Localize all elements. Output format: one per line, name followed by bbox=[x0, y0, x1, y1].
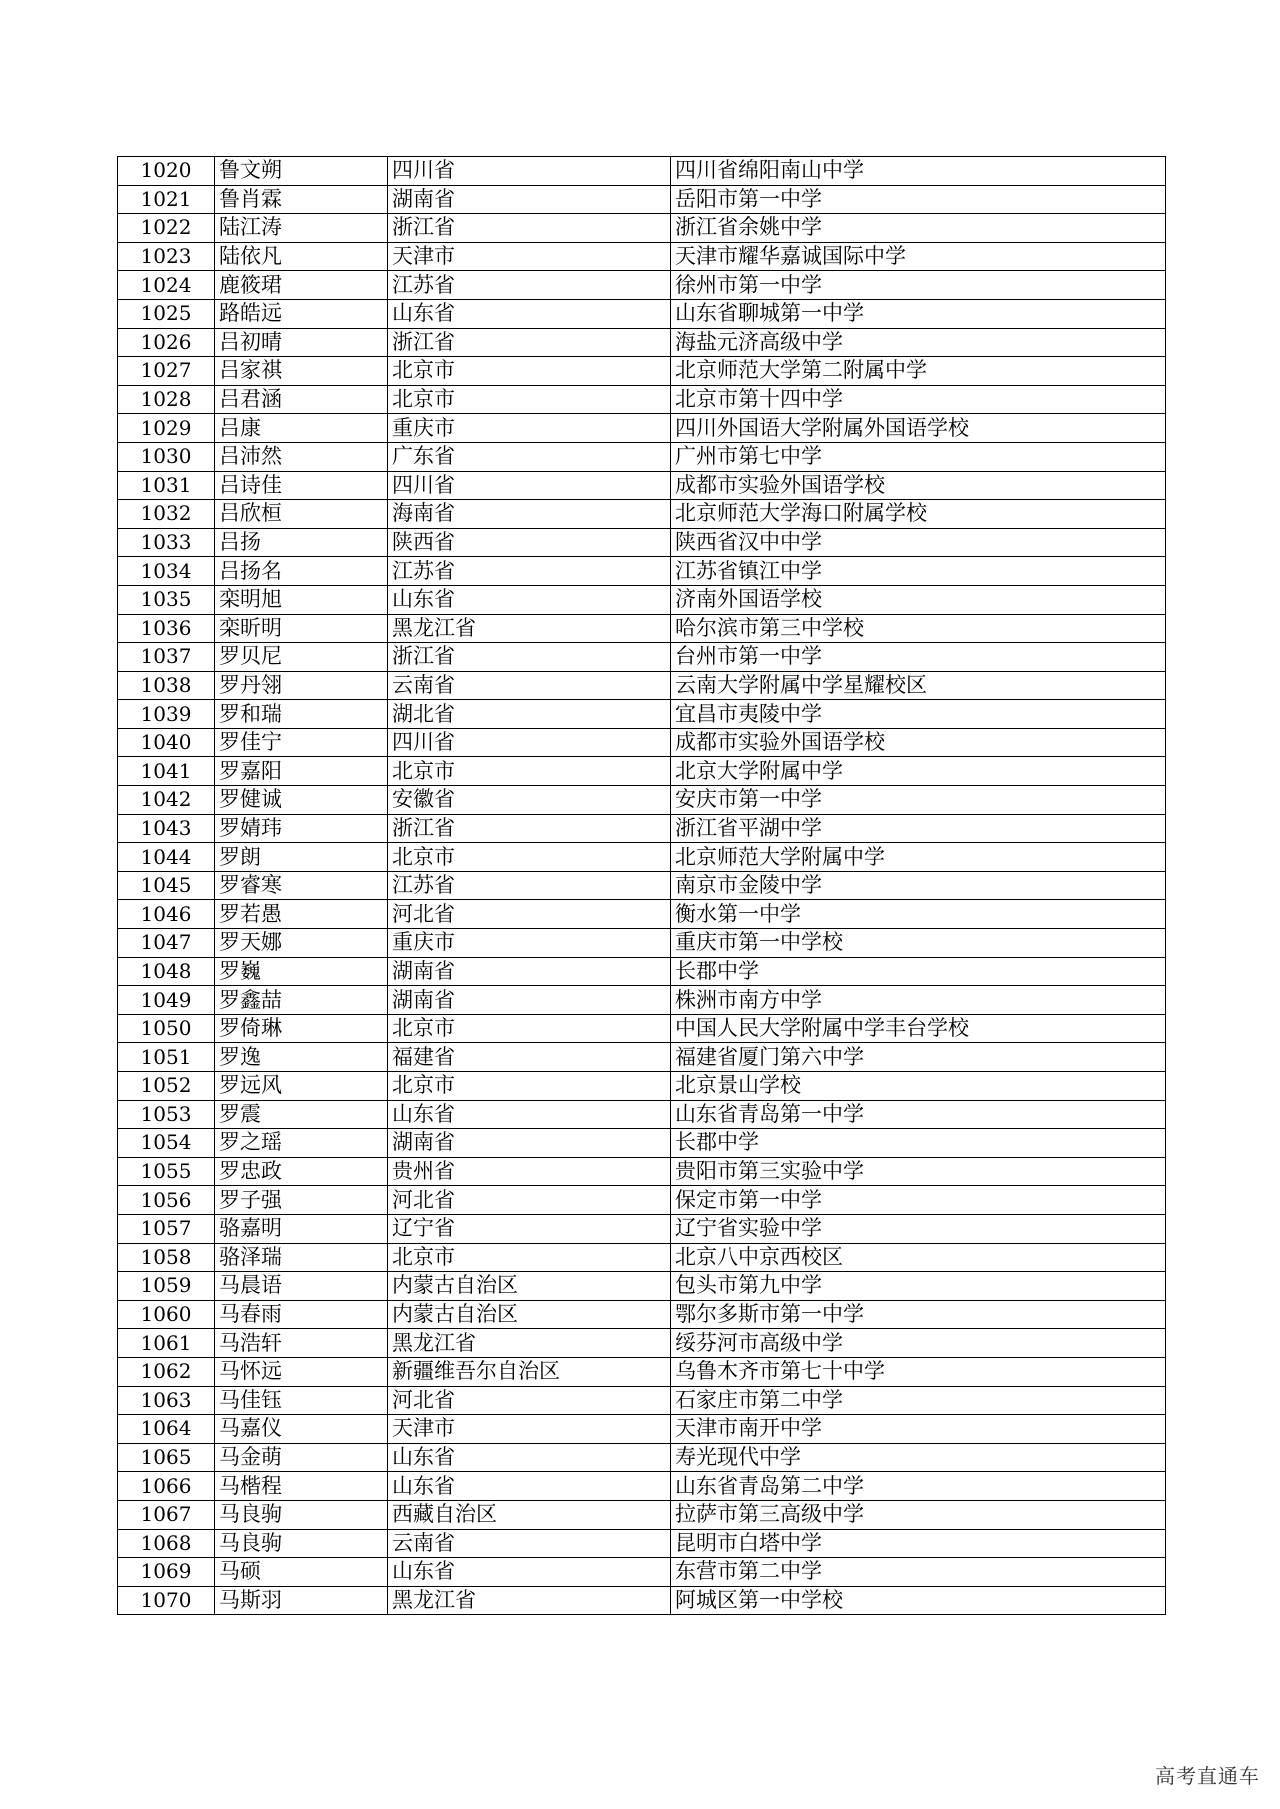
school-cell: 乌鲁木齐市第七十中学 bbox=[671, 1357, 1166, 1386]
province-cell: 四川省 bbox=[388, 157, 671, 186]
row-number-cell: 1050 bbox=[118, 1014, 215, 1043]
school-cell: 云南大学附属中学星耀校区 bbox=[671, 671, 1166, 700]
row-number-cell: 1051 bbox=[118, 1043, 215, 1072]
school-cell: 石家庄市第二中学 bbox=[671, 1386, 1166, 1415]
school-cell: 海盐元济高级中学 bbox=[671, 328, 1166, 357]
row-number-cell: 1022 bbox=[118, 214, 215, 243]
school-cell: 株洲市南方中学 bbox=[671, 986, 1166, 1015]
row-number-cell: 1055 bbox=[118, 1157, 215, 1186]
student-name-cell: 马春雨 bbox=[215, 1300, 388, 1329]
table-row bbox=[118, 814, 1166, 843]
table-row bbox=[118, 1586, 1166, 1615]
school-cell: 江苏省镇江中学 bbox=[671, 557, 1166, 586]
row-number-cell: 1070 bbox=[118, 1586, 215, 1615]
school-cell: 安庆市第一中学 bbox=[671, 786, 1166, 815]
table-row bbox=[118, 871, 1166, 900]
student-name-cell: 吕君涵 bbox=[215, 385, 388, 414]
school-cell: 重庆市第一中学校 bbox=[671, 929, 1166, 958]
row-number-cell: 1043 bbox=[118, 814, 215, 843]
row-number-cell: 1034 bbox=[118, 557, 215, 586]
province-cell: 北京市 bbox=[388, 1014, 671, 1043]
roster-table bbox=[117, 156, 1166, 1615]
table-row bbox=[118, 185, 1166, 214]
table-row bbox=[118, 242, 1166, 271]
province-cell: 江苏省 bbox=[388, 557, 671, 586]
table-row bbox=[118, 1443, 1166, 1472]
row-number-cell: 1041 bbox=[118, 757, 215, 786]
row-number-cell: 1057 bbox=[118, 1214, 215, 1243]
table-row bbox=[118, 1214, 1166, 1243]
province-cell: 四川省 bbox=[388, 728, 671, 757]
row-number-cell: 1060 bbox=[118, 1300, 215, 1329]
school-cell: 陕西省汉中中学 bbox=[671, 528, 1166, 557]
table-row bbox=[118, 700, 1166, 729]
student-name-cell: 吕家祺 bbox=[215, 357, 388, 386]
school-cell: 北京景山学校 bbox=[671, 1072, 1166, 1101]
school-cell: 北京市第十四中学 bbox=[671, 385, 1166, 414]
province-cell: 内蒙古自治区 bbox=[388, 1272, 671, 1301]
table-row bbox=[118, 414, 1166, 443]
table-row bbox=[118, 1386, 1166, 1415]
province-cell: 河北省 bbox=[388, 900, 671, 929]
province-cell: 山东省 bbox=[388, 1443, 671, 1472]
school-cell: 山东省青岛第二中学 bbox=[671, 1472, 1166, 1501]
row-number-cell: 1053 bbox=[118, 1100, 215, 1129]
student-name-cell: 马浩轩 bbox=[215, 1329, 388, 1358]
student-name-cell: 罗睿寒 bbox=[215, 871, 388, 900]
school-cell: 贵阳市第三实验中学 bbox=[671, 1157, 1166, 1186]
table-row bbox=[118, 1072, 1166, 1101]
table-row bbox=[118, 500, 1166, 529]
table-row bbox=[118, 786, 1166, 815]
row-number-cell: 1056 bbox=[118, 1186, 215, 1215]
school-cell: 岳阳市第一中学 bbox=[671, 185, 1166, 214]
province-cell: 山东省 bbox=[388, 1472, 671, 1501]
province-cell: 新疆维吾尔自治区 bbox=[388, 1357, 671, 1386]
row-number-cell: 1023 bbox=[118, 242, 215, 271]
school-cell: 辽宁省实验中学 bbox=[671, 1214, 1166, 1243]
province-cell: 河北省 bbox=[388, 1186, 671, 1215]
row-number-cell: 1042 bbox=[118, 786, 215, 815]
school-cell: 南京市金陵中学 bbox=[671, 871, 1166, 900]
table-row bbox=[118, 1272, 1166, 1301]
school-cell: 四川省绵阳南山中学 bbox=[671, 157, 1166, 186]
student-name-cell: 罗丹翎 bbox=[215, 671, 388, 700]
student-name-cell: 马金萌 bbox=[215, 1443, 388, 1472]
table-row bbox=[118, 157, 1166, 186]
student-name-cell: 罗忠政 bbox=[215, 1157, 388, 1186]
table-row bbox=[118, 1357, 1166, 1386]
row-number-cell: 1039 bbox=[118, 700, 215, 729]
school-cell: 宜昌市夷陵中学 bbox=[671, 700, 1166, 729]
student-name-cell: 马良驹 bbox=[215, 1529, 388, 1558]
province-cell: 湖南省 bbox=[388, 986, 671, 1015]
table-row bbox=[118, 957, 1166, 986]
school-cell: 保定市第一中学 bbox=[671, 1186, 1166, 1215]
row-number-cell: 1048 bbox=[118, 957, 215, 986]
table-row bbox=[118, 929, 1166, 958]
school-cell: 寿光现代中学 bbox=[671, 1443, 1166, 1472]
student-name-cell: 马良驹 bbox=[215, 1500, 388, 1529]
province-cell: 重庆市 bbox=[388, 414, 671, 443]
row-number-cell: 1062 bbox=[118, 1357, 215, 1386]
row-number-cell: 1046 bbox=[118, 900, 215, 929]
row-number-cell: 1021 bbox=[118, 185, 215, 214]
province-cell: 云南省 bbox=[388, 671, 671, 700]
row-number-cell: 1027 bbox=[118, 357, 215, 386]
province-cell: 江苏省 bbox=[388, 271, 671, 300]
province-cell: 天津市 bbox=[388, 242, 671, 271]
table-row bbox=[118, 900, 1166, 929]
school-cell: 衡水第一中学 bbox=[671, 900, 1166, 929]
school-cell: 昆明市白塔中学 bbox=[671, 1529, 1166, 1558]
student-name-cell: 罗和瑞 bbox=[215, 700, 388, 729]
table-row bbox=[118, 1329, 1166, 1358]
watermark-text: 高考直通车 bbox=[1155, 1764, 1260, 1788]
school-cell: 浙江省余姚中学 bbox=[671, 214, 1166, 243]
student-name-cell: 吕沛然 bbox=[215, 442, 388, 471]
province-cell: 山东省 bbox=[388, 1100, 671, 1129]
province-cell: 湖南省 bbox=[388, 1129, 671, 1158]
student-name-cell: 罗震 bbox=[215, 1100, 388, 1129]
student-name-cell: 陆依凡 bbox=[215, 242, 388, 271]
table-row bbox=[118, 1472, 1166, 1501]
row-number-cell: 1058 bbox=[118, 1243, 215, 1272]
table-row bbox=[118, 1157, 1166, 1186]
row-number-cell: 1045 bbox=[118, 871, 215, 900]
student-name-cell: 吕扬名 bbox=[215, 557, 388, 586]
row-number-cell: 1044 bbox=[118, 843, 215, 872]
table-row bbox=[118, 557, 1166, 586]
province-cell: 浙江省 bbox=[388, 643, 671, 672]
province-cell: 重庆市 bbox=[388, 929, 671, 958]
row-number-cell: 1068 bbox=[118, 1529, 215, 1558]
roster-body bbox=[118, 157, 1166, 1615]
table-row bbox=[118, 728, 1166, 757]
province-cell: 浙江省 bbox=[388, 814, 671, 843]
province-cell: 四川省 bbox=[388, 471, 671, 500]
table-row bbox=[118, 1043, 1166, 1072]
school-cell: 北京师范大学附属中学 bbox=[671, 843, 1166, 872]
province-cell: 广东省 bbox=[388, 442, 671, 471]
school-cell: 成都市实验外国语学校 bbox=[671, 728, 1166, 757]
school-cell: 台州市第一中学 bbox=[671, 643, 1166, 672]
table-row bbox=[118, 385, 1166, 414]
province-cell: 浙江省 bbox=[388, 214, 671, 243]
province-cell: 黑龙江省 bbox=[388, 1586, 671, 1615]
row-number-cell: 1049 bbox=[118, 986, 215, 1015]
school-cell: 北京师范大学第二附属中学 bbox=[671, 357, 1166, 386]
province-cell: 贵州省 bbox=[388, 1157, 671, 1186]
student-name-cell: 栾明旭 bbox=[215, 585, 388, 614]
student-name-cell: 马斯羽 bbox=[215, 1586, 388, 1615]
table-row bbox=[118, 471, 1166, 500]
province-cell: 黑龙江省 bbox=[388, 1329, 671, 1358]
table-row bbox=[118, 1558, 1166, 1587]
school-cell: 绥芬河市高级中学 bbox=[671, 1329, 1166, 1358]
row-number-cell: 1026 bbox=[118, 328, 215, 357]
province-cell: 安徽省 bbox=[388, 786, 671, 815]
table-row bbox=[118, 671, 1166, 700]
student-name-cell: 马楷程 bbox=[215, 1472, 388, 1501]
table-row bbox=[118, 1500, 1166, 1529]
table-row bbox=[118, 1529, 1166, 1558]
school-cell: 北京师范大学海口附属学校 bbox=[671, 500, 1166, 529]
table-row bbox=[118, 1300, 1166, 1329]
table-row bbox=[118, 1014, 1166, 1043]
row-number-cell: 1061 bbox=[118, 1329, 215, 1358]
province-cell: 辽宁省 bbox=[388, 1214, 671, 1243]
row-number-cell: 1030 bbox=[118, 442, 215, 471]
table-row bbox=[118, 442, 1166, 471]
school-cell: 山东省聊城第一中学 bbox=[671, 299, 1166, 328]
school-cell: 浙江省平湖中学 bbox=[671, 814, 1166, 843]
province-cell: 浙江省 bbox=[388, 328, 671, 357]
student-name-cell: 吕初晴 bbox=[215, 328, 388, 357]
student-name-cell: 罗逸 bbox=[215, 1043, 388, 1072]
school-cell: 济南外国语学校 bbox=[671, 585, 1166, 614]
student-name-cell: 栾昕明 bbox=[215, 614, 388, 643]
table-row bbox=[118, 1186, 1166, 1215]
row-number-cell: 1032 bbox=[118, 500, 215, 529]
school-cell: 福建省厦门第六中学 bbox=[671, 1043, 1166, 1072]
table-row bbox=[118, 643, 1166, 672]
province-cell: 天津市 bbox=[388, 1415, 671, 1444]
row-number-cell: 1064 bbox=[118, 1415, 215, 1444]
province-cell: 云南省 bbox=[388, 1529, 671, 1558]
table-row bbox=[118, 299, 1166, 328]
school-cell: 四川外国语大学附属外国语学校 bbox=[671, 414, 1166, 443]
row-number-cell: 1036 bbox=[118, 614, 215, 643]
row-number-cell: 1037 bbox=[118, 643, 215, 672]
row-number-cell: 1020 bbox=[118, 157, 215, 186]
row-number-cell: 1054 bbox=[118, 1129, 215, 1158]
province-cell: 北京市 bbox=[388, 843, 671, 872]
student-name-cell: 罗天娜 bbox=[215, 929, 388, 958]
student-name-cell: 罗子强 bbox=[215, 1186, 388, 1215]
province-cell: 湖南省 bbox=[388, 185, 671, 214]
student-name-cell: 马晨语 bbox=[215, 1272, 388, 1301]
province-cell: 山东省 bbox=[388, 299, 671, 328]
row-number-cell: 1047 bbox=[118, 929, 215, 958]
school-cell: 鄂尔多斯市第一中学 bbox=[671, 1300, 1166, 1329]
school-cell: 山东省青岛第一中学 bbox=[671, 1100, 1166, 1129]
student-name-cell: 罗嘉阳 bbox=[215, 757, 388, 786]
student-name-cell: 陆江涛 bbox=[215, 214, 388, 243]
school-cell: 成都市实验外国语学校 bbox=[671, 471, 1166, 500]
row-number-cell: 1052 bbox=[118, 1072, 215, 1101]
student-name-cell: 罗婧玮 bbox=[215, 814, 388, 843]
school-cell: 天津市耀华嘉诚国际中学 bbox=[671, 242, 1166, 271]
student-name-cell: 吕诗佳 bbox=[215, 471, 388, 500]
school-cell: 广州市第七中学 bbox=[671, 442, 1166, 471]
province-cell: 河北省 bbox=[388, 1386, 671, 1415]
school-cell: 拉萨市第三高级中学 bbox=[671, 1500, 1166, 1529]
table-row bbox=[118, 757, 1166, 786]
province-cell: 北京市 bbox=[388, 757, 671, 786]
school-cell: 东营市第二中学 bbox=[671, 1558, 1166, 1587]
row-number-cell: 1029 bbox=[118, 414, 215, 443]
province-cell: 黑龙江省 bbox=[388, 614, 671, 643]
row-number-cell: 1033 bbox=[118, 528, 215, 557]
student-name-cell: 罗贝尼 bbox=[215, 643, 388, 672]
province-cell: 海南省 bbox=[388, 500, 671, 529]
student-name-cell: 罗倚琳 bbox=[215, 1014, 388, 1043]
row-number-cell: 1040 bbox=[118, 728, 215, 757]
province-cell: 福建省 bbox=[388, 1043, 671, 1072]
student-name-cell: 吕欣桓 bbox=[215, 500, 388, 529]
table-row bbox=[118, 1129, 1166, 1158]
row-number-cell: 1024 bbox=[118, 271, 215, 300]
row-number-cell: 1059 bbox=[118, 1272, 215, 1301]
school-cell: 天津市南开中学 bbox=[671, 1415, 1166, 1444]
province-cell: 内蒙古自治区 bbox=[388, 1300, 671, 1329]
row-number-cell: 1066 bbox=[118, 1472, 215, 1501]
province-cell: 北京市 bbox=[388, 357, 671, 386]
table-row bbox=[118, 528, 1166, 557]
student-name-cell: 骆嘉明 bbox=[215, 1214, 388, 1243]
student-name-cell: 马嘉仪 bbox=[215, 1415, 388, 1444]
school-cell: 哈尔滨市第三中学校 bbox=[671, 614, 1166, 643]
row-number-cell: 1028 bbox=[118, 385, 215, 414]
province-cell: 北京市 bbox=[388, 385, 671, 414]
table-row bbox=[118, 1415, 1166, 1444]
student-name-cell: 罗健诚 bbox=[215, 786, 388, 815]
province-cell: 西藏自治区 bbox=[388, 1500, 671, 1529]
row-number-cell: 1065 bbox=[118, 1443, 215, 1472]
province-cell: 湖北省 bbox=[388, 700, 671, 729]
student-name-cell: 马怀远 bbox=[215, 1357, 388, 1386]
row-number-cell: 1031 bbox=[118, 471, 215, 500]
student-name-cell: 罗巍 bbox=[215, 957, 388, 986]
school-cell: 北京八中京西校区 bbox=[671, 1243, 1166, 1272]
student-name-cell: 吕扬 bbox=[215, 528, 388, 557]
student-name-cell: 罗朗 bbox=[215, 843, 388, 872]
student-name-cell: 吕康 bbox=[215, 414, 388, 443]
table-row bbox=[118, 843, 1166, 872]
row-number-cell: 1067 bbox=[118, 1500, 215, 1529]
row-number-cell: 1038 bbox=[118, 671, 215, 700]
province-cell: 北京市 bbox=[388, 1243, 671, 1272]
row-number-cell: 1069 bbox=[118, 1558, 215, 1587]
table-row bbox=[118, 585, 1166, 614]
student-name-cell: 罗之瑶 bbox=[215, 1129, 388, 1158]
student-name-cell: 罗远风 bbox=[215, 1072, 388, 1101]
school-cell: 徐州市第一中学 bbox=[671, 271, 1166, 300]
row-number-cell: 1063 bbox=[118, 1386, 215, 1415]
table-row bbox=[118, 271, 1166, 300]
province-cell: 湖南省 bbox=[388, 957, 671, 986]
student-name-cell: 马佳钰 bbox=[215, 1386, 388, 1415]
student-name-cell: 罗佳宁 bbox=[215, 728, 388, 757]
school-cell: 包头市第九中学 bbox=[671, 1272, 1166, 1301]
table-row bbox=[118, 986, 1166, 1015]
student-name-cell: 罗若愚 bbox=[215, 900, 388, 929]
province-cell: 北京市 bbox=[388, 1072, 671, 1101]
table-row bbox=[118, 328, 1166, 357]
student-name-cell: 鲁肖霖 bbox=[215, 185, 388, 214]
row-number-cell: 1025 bbox=[118, 299, 215, 328]
table-row bbox=[118, 1100, 1166, 1129]
school-cell: 长郡中学 bbox=[671, 957, 1166, 986]
student-name-cell: 罗鑫喆 bbox=[215, 986, 388, 1015]
student-name-cell: 鲁文朔 bbox=[215, 157, 388, 186]
province-cell: 山东省 bbox=[388, 1558, 671, 1587]
table-row bbox=[118, 357, 1166, 386]
student-name-cell: 鹿筱珺 bbox=[215, 271, 388, 300]
row-number-cell: 1035 bbox=[118, 585, 215, 614]
school-cell: 北京大学附属中学 bbox=[671, 757, 1166, 786]
school-cell: 阿城区第一中学校 bbox=[671, 1586, 1166, 1615]
school-cell: 长郡中学 bbox=[671, 1129, 1166, 1158]
province-cell: 山东省 bbox=[388, 585, 671, 614]
student-name-cell: 路皓远 bbox=[215, 299, 388, 328]
school-cell: 中国人民大学附属中学丰台学校 bbox=[671, 1014, 1166, 1043]
student-name-cell: 马硕 bbox=[215, 1558, 388, 1587]
table-row bbox=[118, 614, 1166, 643]
student-name-cell: 骆泽瑞 bbox=[215, 1243, 388, 1272]
province-cell: 陕西省 bbox=[388, 528, 671, 557]
table-row bbox=[118, 1243, 1166, 1272]
province-cell: 江苏省 bbox=[388, 871, 671, 900]
table-row bbox=[118, 214, 1166, 243]
